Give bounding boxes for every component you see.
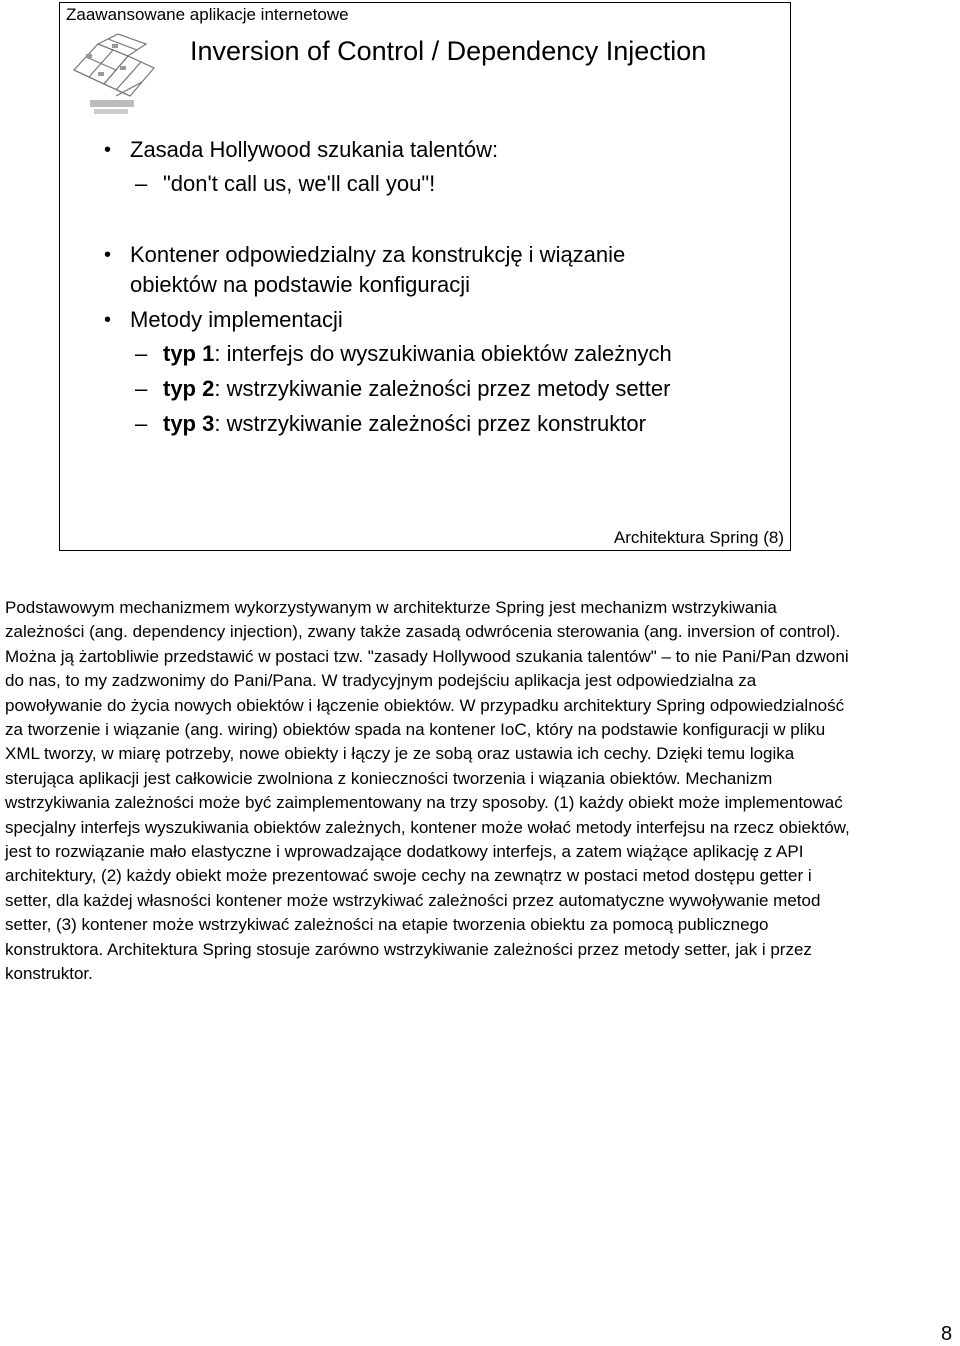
- slide-title: Inversion of Control / Dependency Injection: [190, 36, 707, 66]
- slide-footer: Architektura Spring (8): [613, 528, 784, 547]
- dash-icon: –: [135, 341, 148, 366]
- dash-icon: –: [135, 411, 148, 436]
- bullet-dot-icon: •: [104, 244, 112, 266]
- dash-icon: –: [135, 171, 148, 196]
- page-number: 8: [941, 1323, 953, 1345]
- bullet-dot-icon: •: [104, 139, 112, 161]
- course-title: Zaawansowane aplikacje internetowe: [66, 5, 349, 24]
- lecture-notes: Podstawowym mechanizmem wykorzystywanym w architekturze Spring jest mechanizm wstrzykiwania zależności (ang. dependency injection), zwany także zasadą odwrócenia sterowania (ang. inversion of control). Można ją żartobliwie przedstawić w postaci tzw. "zasady Hollywood szukania talentów" – to nie Pani/Pan dzwoni do nas, to my zadzwonimy do Pani/Pana. W tradycyjnym podejściu aplikacja jest odpowiedzialna za powoływanie do życia nowych obiektów i łączenie obiektów. W przypadku architektury Spring odpowiedzialność za tworzenie i wiązanie (ang. wiring) obiektów spada na kontener IoC, który na podstawie konfiguracji w pliku XML tworzy, w miarę potrzeby, nowe obiekty i łączy je ze sobą oraz ustawia ich cechy. Dzięki temu logika sterująca aplikacji jest całkowicie zwolniona z konieczności tworzenia i wiązania obiektów. Mechanizm wstrzykiwania zależności może być zaimplementowany na trzy sposoby. (1) każdy obiekt może implementować specjalny interfejs wyszukiwania obiektów zależnych, kontener może wołać metody interfejsu na rzecz obiektów, jest to rozwiązanie mało elastyczne i wprowadzające dodatkowy interfejs, a zatem wiążące aplikację z API architektury, (2) każdy obiekt może prezentować swoje cechy na zewnątrz w postaci metod dostępu getter i setter, dla każdej własności kontener może wstrzykiwać zależności przez automatyczne wywoływanie metod setter, (3) kontener może wstrzykiwać zależności na etapie tworzenia obiektu za pomocą publicznego konstruktora. Architektura Spring stosuje zarówno wstrzykiwanie zależności przez metody setter, jak i przez konstruktor.: [5, 598, 850, 984]
- method-item: – typ 1: interfejs do wyszukiwania obiektów zależnych: [163, 339, 672, 369]
- bullet-item: • Kontener odpowiedzialny za konstrukcję i wiązanie: [130, 240, 625, 270]
- method-item: – typ 3: wstrzykiwanie zależności przez konstruktor: [163, 409, 646, 439]
- bullet-item: • Zasada Hollywood szukania talentów:: [130, 135, 498, 165]
- bullet-item: • Metody implementacji: [130, 305, 343, 335]
- university-logo-icon: [68, 30, 162, 120]
- bullet-item-continuation: obiektów na podstawie konfiguracji: [130, 272, 470, 297]
- bullet-dot-icon: •: [104, 309, 112, 331]
- dash-icon: –: [135, 376, 148, 401]
- bullet-subitem: – "don't call us, we'll call you"!: [163, 169, 435, 199]
- method-item: – typ 2: wstrzykiwanie zależności przez metody setter: [163, 374, 670, 404]
